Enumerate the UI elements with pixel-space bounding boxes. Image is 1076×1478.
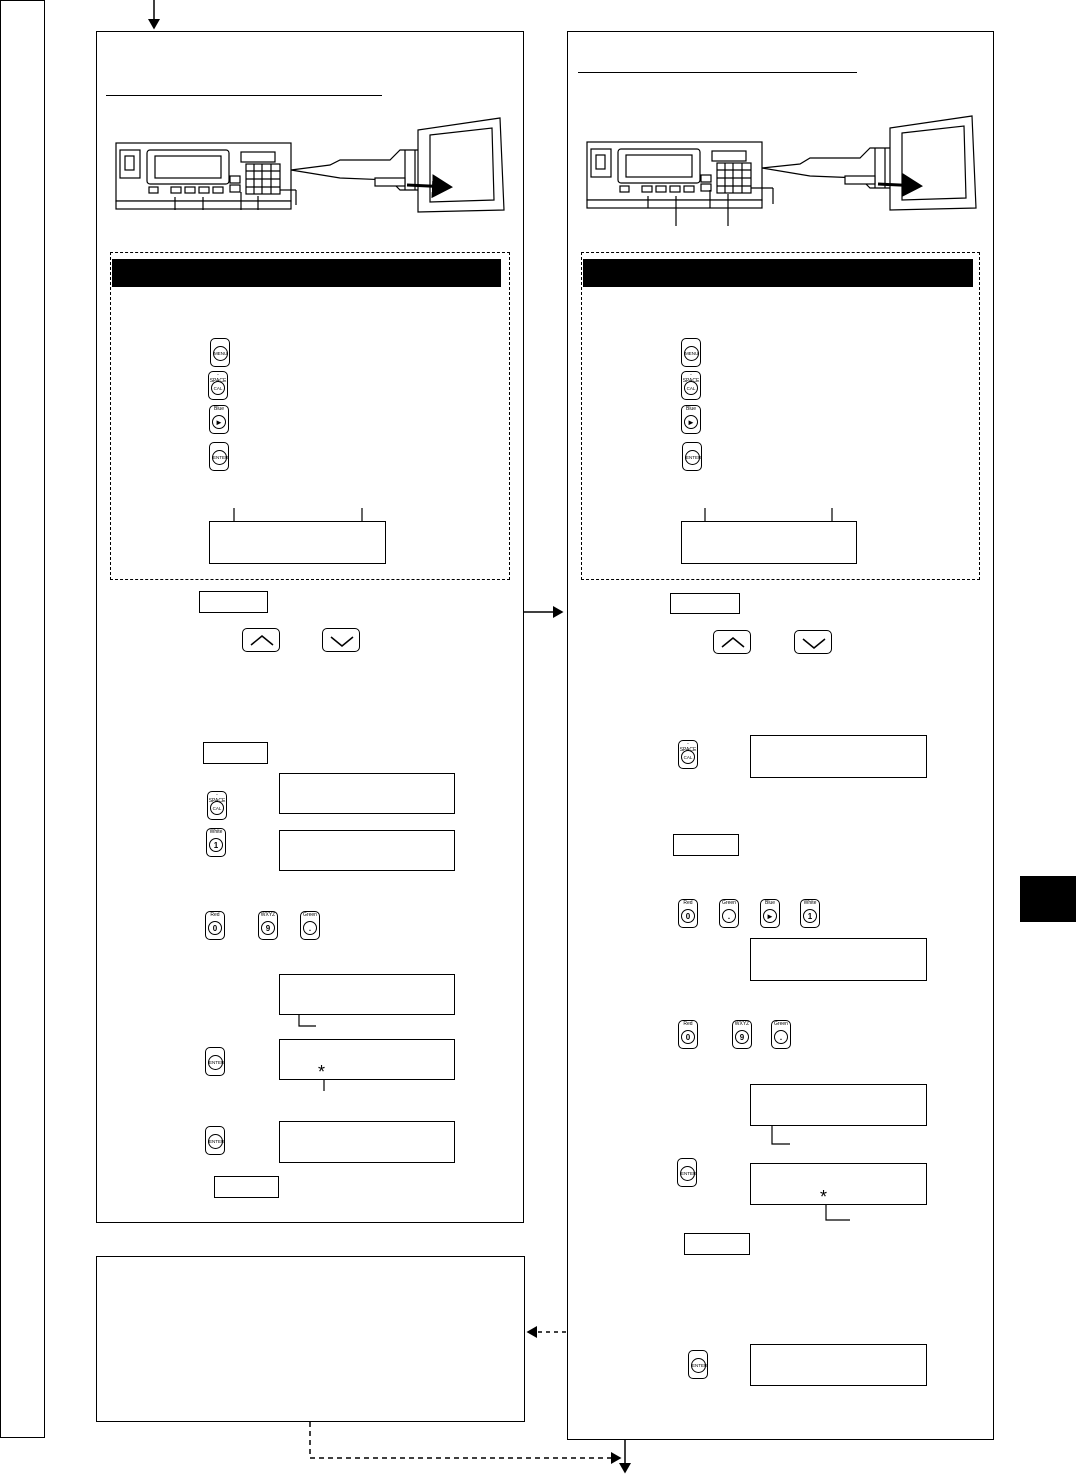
white-1-key[interactable]: White 1	[206, 828, 226, 857]
step-indicator-box	[684, 1233, 750, 1255]
enter-key[interactable]: ENTER	[209, 442, 229, 471]
asterisk-mark: *	[318, 1062, 326, 1082]
blue-arrow-key[interactable]: Blue ►	[760, 899, 780, 928]
enter-key[interactable]: ENTER	[682, 442, 702, 471]
enter-key[interactable]: ENTER	[677, 1158, 697, 1187]
cal-key[interactable]: - SPACE CAL	[681, 371, 701, 400]
asterisk-mark: *	[820, 1187, 828, 1207]
blue-arrow-key[interactable]: Blue ►	[209, 405, 229, 434]
wxyz-9-key[interactable]: WXYZ 9	[732, 1020, 752, 1049]
enter-key[interactable]: ENTER	[205, 1047, 225, 1076]
lcd-display	[750, 1344, 927, 1386]
enter-key[interactable]: ENTER	[688, 1350, 708, 1379]
blue-arrow-key[interactable]: Blue ►	[681, 405, 701, 434]
white-1-key[interactable]: White 1	[800, 899, 820, 928]
green-dot-key[interactable]: Green .	[771, 1020, 791, 1049]
green-dot-key[interactable]: Green .	[719, 899, 739, 928]
green-dot-key[interactable]: Green .	[300, 911, 320, 940]
enter-key[interactable]: ENTER	[205, 1126, 225, 1155]
wxyz-9-key[interactable]: WXYZ 9	[258, 911, 278, 940]
menu-key[interactable]: MENU	[210, 338, 230, 367]
cal-key[interactable]: - SPACE CAL	[208, 371, 228, 400]
cal-key[interactable]: - SPACE CAL	[207, 791, 227, 820]
red-0-key[interactable]: Red 0	[678, 899, 698, 928]
red-0-key[interactable]: Red 0	[205, 911, 225, 940]
cal-key[interactable]: - SPACE CAL	[678, 740, 698, 769]
menu-key[interactable]: MENU	[681, 338, 701, 367]
red-0-key[interactable]: Red 0	[678, 1020, 698, 1049]
